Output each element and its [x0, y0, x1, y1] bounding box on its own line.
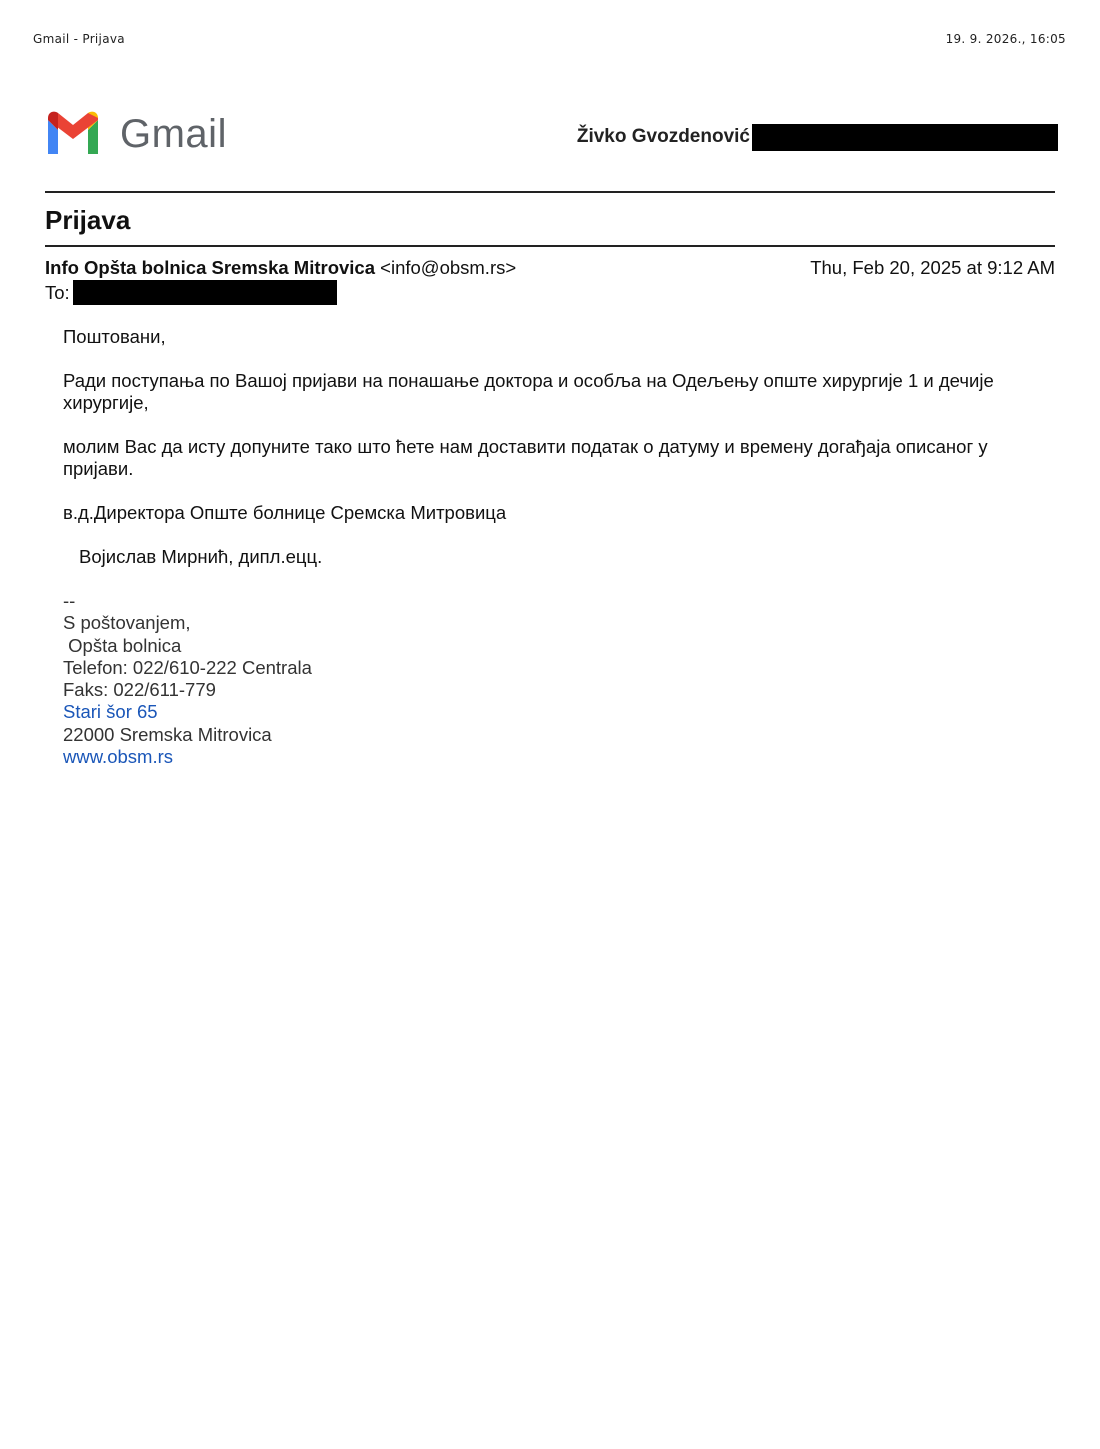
email-body [63, 326, 1048, 768]
account-info [577, 123, 1058, 151]
body-paragraph: Ради поступања по Вашој пријави на понашање доктора и особља на Одељењу опште хирургије 1 и дечије хирургије, [63, 370, 994, 413]
signature-phone: Telefon: 022/610-222 Centrala [63, 656, 312, 678]
recipient-line [45, 280, 337, 305]
redacted-recipient [73, 280, 337, 305]
sender-name: Info Opšta bolnica Sremska Mitrovica [45, 257, 376, 278]
print-title: Gmail - Prijava [33, 32, 125, 46]
gmail-logo [44, 108, 227, 160]
gmail-wordmark: Gmail [120, 112, 227, 156]
signature-org: Opšta bolnica [63, 634, 182, 656]
print-datetime: 19. 9. 2026., 16:05 [945, 32, 1066, 46]
sender-address: <info@obsm.rs> [380, 257, 517, 278]
to-label: To: [45, 281, 70, 303]
body-greeting: Поштовани, [63, 326, 166, 347]
email-signature [63, 590, 1048, 768]
gmail-m-icon [44, 110, 102, 158]
subject-divider [45, 245, 1055, 247]
email-subject: Prijava [45, 205, 131, 235]
sender-line [45, 257, 1055, 281]
logo-row [44, 108, 1058, 160]
body-signoff-title: в.д.Директора Опште болнице Сремска Митровица [63, 502, 507, 523]
print-header [33, 32, 1066, 50]
signature-greeting: S poštovanjem, [63, 612, 191, 634]
signature-street-link[interactable]: Stari šor 65 [63, 701, 158, 723]
body-paragraph: молим Вас да исту допуните тако што ћете нам доставити податак о датуму и времену догађаја описаног у пријави. [63, 436, 988, 479]
signature-fax: Faks: 022/611-779 [63, 679, 216, 701]
redacted-email [752, 124, 1058, 151]
signature-website-link[interactable]: www.obsm.rs [63, 746, 173, 768]
signature-city: 22000 Sremska Mitrovica [63, 723, 272, 745]
signature-separator: -- [63, 590, 76, 611]
header-divider [45, 191, 1055, 193]
body-signoff-name: Војислав Мирнић, дипл.ецц. [79, 546, 323, 567]
account-name: Živko Gvozdenović [576, 126, 750, 147]
email-date: Thu, Feb 20, 2025 at 9:12 AM [810, 257, 1055, 278]
